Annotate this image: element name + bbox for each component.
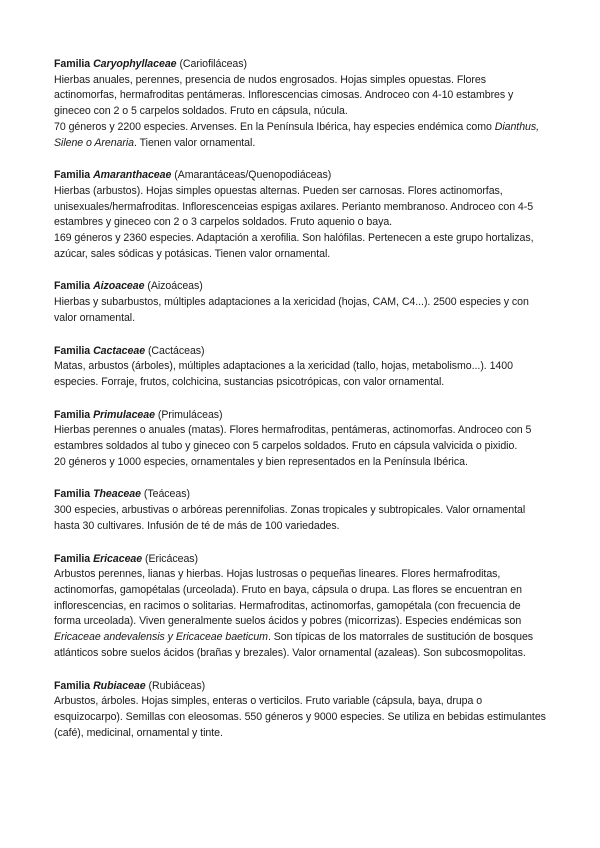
family-heading [54, 279, 548, 295]
family-common-name: (Rubiáceas) [148, 679, 206, 692]
notes-text-end: . Tienen valor ornamental. [134, 136, 256, 149]
family-heading [54, 408, 548, 424]
family-heading [54, 679, 548, 695]
family-latin-name: Theaceae [93, 488, 141, 501]
family-common-name: (Cariofiláceas) [179, 58, 247, 70]
notes-text: 70 géneros y 2200 especies. Arvenses. En la Península Ibérica, hay especies endémica como [54, 120, 492, 133]
family-heading [54, 552, 548, 568]
family-description: Hierbas anuales, perennes, presencia de nudos engrosados. Hojas simples opuestas. Flores actinomorfas, hermafroditas pentámeras. Inflorescencias cimosas. Androceo con 4-10 estambres y gineceo con 2 o 5 carpelos soldados. Fruto en cápsula, núcula. [54, 73, 514, 118]
family-heading [54, 57, 548, 73]
family-label: Familia [54, 169, 91, 182]
family-description: Matas, arbustos (árboles), múltiples adaptaciones a la xericidad (tallo, hojas, metabolismo...). 1400 especies. Forraje, frutos, colchicina, sustancias psicotrópicas, con valor ornamental. [54, 360, 513, 388]
family-description: 300 especies, arbustivas o arbóreas perennifolias. Zonas tropicales y subtropicales. Valor ornamental hasta 30 cultivares. Infusión de té de más de 100 variedades. [54, 504, 526, 532]
family-latin-name: Caryophyllaceae [93, 58, 177, 70]
family-common-name: (Aizoáceas) [147, 280, 203, 293]
family-latin-name: Ericaceae [93, 552, 143, 565]
family-label: Familia [54, 280, 91, 293]
family-label: Familia [54, 679, 91, 692]
family-latin-name: Cactaceae [93, 344, 146, 357]
family-heading [54, 344, 548, 360]
family-latin-name: Rubiaceae [93, 679, 146, 692]
family-aizoaceae [54, 279, 548, 326]
notes-species: Dianthus, Silene o Arenaria [54, 120, 540, 149]
family-cactaceae [54, 344, 548, 391]
description-species: Ericaceae andevalensis y Ericaceae baeticum [54, 631, 268, 644]
family-notes: 20 géneros y 1000 especies, ornamentales y bien representados en la Península Ibérica. [54, 455, 468, 468]
family-common-name: (Cactáceas) [147, 344, 205, 357]
family-latin-name: Amaranthaceae [93, 169, 172, 182]
family-label: Familia [54, 552, 91, 565]
family-description [54, 567, 548, 661]
family-common-name: (Primuláceas) [157, 408, 223, 421]
family-latin-name: Aizoaceae [93, 280, 145, 293]
family-notes [54, 120, 548, 151]
description-text-end: . Son típicas de los matorrales de sustitución de bosques atlánticos sobre suelos ácidos (brañas y brezales). Valor ornamental (azaleas). Son subcosmopolitas. [54, 631, 534, 659]
family-amaranthaceae [54, 168, 548, 262]
family-heading [54, 168, 548, 184]
family-ericaceae [54, 552, 548, 662]
family-common-name: (Amarantáceas/Quenopodiáceas) [174, 169, 332, 182]
family-label: Familia [54, 408, 91, 421]
family-primulaceae [54, 408, 548, 471]
family-common-name: (Teáceas) [143, 488, 190, 501]
family-label: Familia [54, 58, 91, 70]
family-description: Hierbas (arbustos). Hojas simples opuestas alternas. Pueden ser carnosas. Flores actinomorfas, unisexuales/hermafroditas. Inflorescenceias espigas axilares. Perianto membranoso. Androceo con 4-5 estambres y gineceo con 2 o 3 carpelos soldados. Fruto aquenio o baya. [54, 184, 534, 229]
family-description: Arbustos, árboles. Hojas simples, enteras o verticilos. Fruto variable (cápsula, baya, drupa o esquizocarpo). Semillas con eleosomas. 550 géneros y 9000 especies. Se utiliza en bebidas estimulantes (café), medicinal, ornamental y tinte. [54, 695, 546, 739]
family-heading [54, 487, 548, 503]
description-text: Arbustos perennes, lianas y hierbas. Hojas lustrosas o pequeñas lineares. Flores hermafroditas, actinomorfas, gamopétalas (urceolada). Fruto en baya, cápsula o drupa. Las flores se encuentran en inflorescencias, en racimos o solitarias. Hermafroditas, actinomorfas, gamopétala (con frecuencia de forma urceolada). Viven generalmente suelos ácidos y pobres (micorrizas). Especies endémicas son [54, 568, 522, 628]
family-common-name: (Ericáceas) [145, 552, 199, 565]
family-theaceae [54, 487, 548, 534]
family-latin-name: Primulaceae [93, 408, 155, 421]
family-label: Familia [54, 488, 91, 501]
family-caryophyllaceae [54, 57, 548, 151]
family-rubiaceae [54, 679, 548, 742]
family-description: Hierbas perennes o anuales (matas). Flores hermafroditas, pentámeras, actinomorfas. Androceo con 5 estambres soldados al tubo y gineceo con 5 carpelos soldados. Fruto en cápsula valvicida o pixidio. [54, 424, 532, 453]
family-description: Hierbas y subarbustos, múltiples adaptaciones a la xericidad (hojas, CAM, C4...). 2500 especies y con valor ornamental. [54, 296, 529, 324]
family-notes: 169 géneros y 2360 especies. Adaptación a xerofilia. Son halófilas. Pertenecen a este grupo hortalizas, azúcar, sales sódicas y potásicas. Tienen valor ornamental. [54, 232, 534, 260]
family-label: Familia [54, 344, 91, 357]
